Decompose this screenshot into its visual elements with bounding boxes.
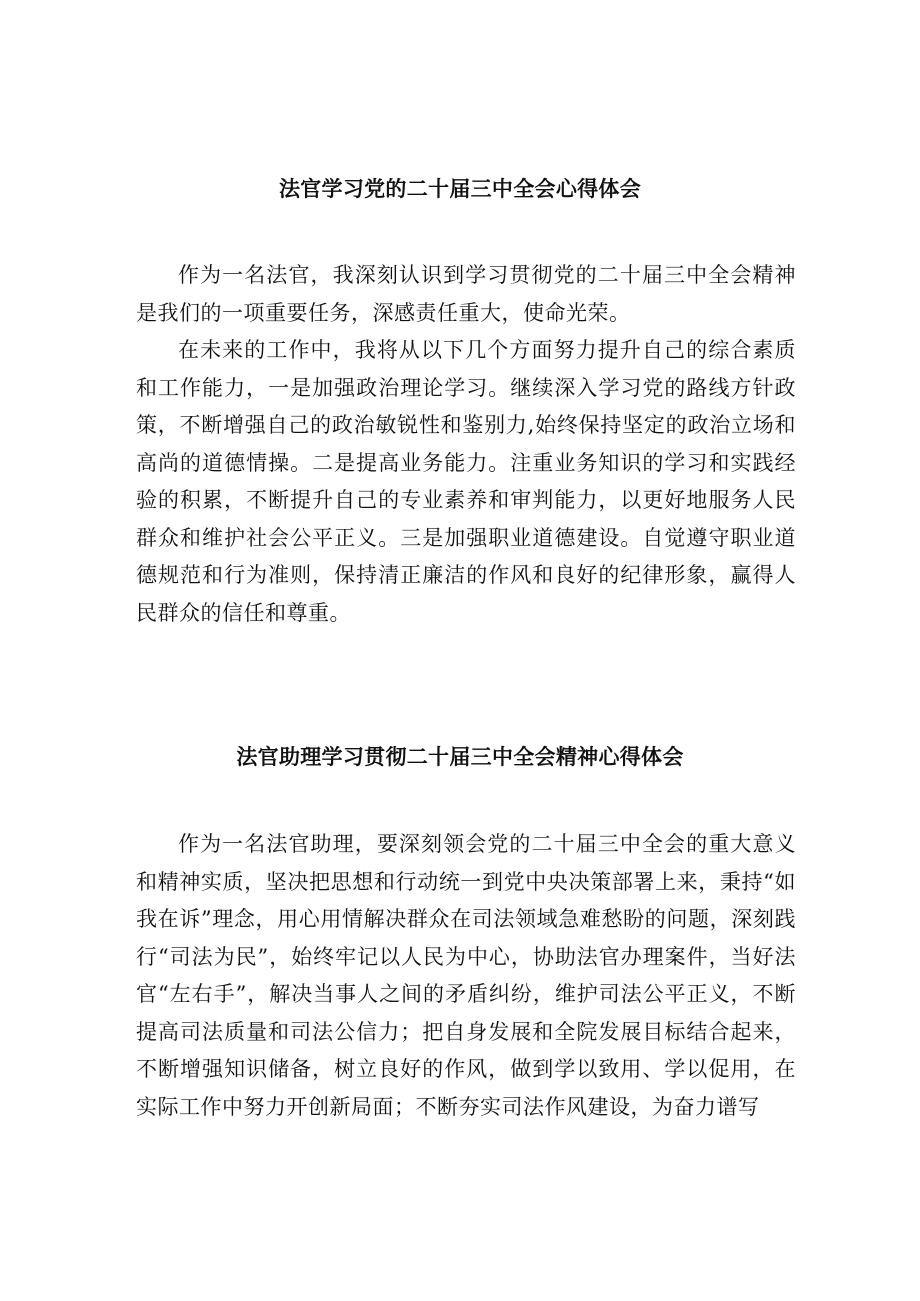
section-2-title: 法官助理学习贯彻二十届三中全会精神心得体会 — [236, 745, 684, 769]
section-1-paragraph-2: 在未来的工作中，我将从以下几个方面努力提升自己的综合素质和工作能力，一是加强政治理论学习。继续深入学习党的路线方针政策，不断增强自己的政治敏锐性和鉴别力,始终保持坚定的政治立场和高尚的道德情操。二是提高业务能力。注重业务知识的学习和实践经验的积累，不断提升自己的专业素养和审判能力，以更好地服务人民群众和维护社会公平正义。三是加强职业道德建设。自觉遵守职业道德规范和行为准则，保持清正廉洁的作风和良好的纪律形象，赢得人民群众的信任和尊重。 — [136, 338, 796, 625]
section-1-title: 法官学习党的二十届三中全会心得体会 — [278, 177, 642, 201]
section-1-body — [136, 257, 796, 632]
section-2-paragraph-1: 作为一名法官助理，要深刻领会党的二十届三中全会的重大意义和精神实质，坚决把思想和行动统一到党中央决策部署上来，秉持“如我在诉”理念，用心用情解决群众在司法领域急难愁盼的问题，深刻践行“司法为民”，始终牢记以人民为中心，协助法官办理案件，当好法官“左右手”，解决当事人之间的矛盾纠纷，维护司法公平正义，不断提高司法质量和司法公信力；把自身发展和全院发展目标结合起来，不断增强知识储备，树立良好的作风，做到学以致用、学以促用，在实际工作中努力开创新局面；不断夯实司法作风建设，为奋力谱写 — [136, 832, 796, 1119]
section-1-paragraph-1: 作为一名法官，我深刻认识到学习贯彻党的二十届三中全会精神是我们的一项重要任务，深感责任重大，使命光荣。 — [136, 263, 796, 325]
section-2-body — [136, 826, 796, 1126]
